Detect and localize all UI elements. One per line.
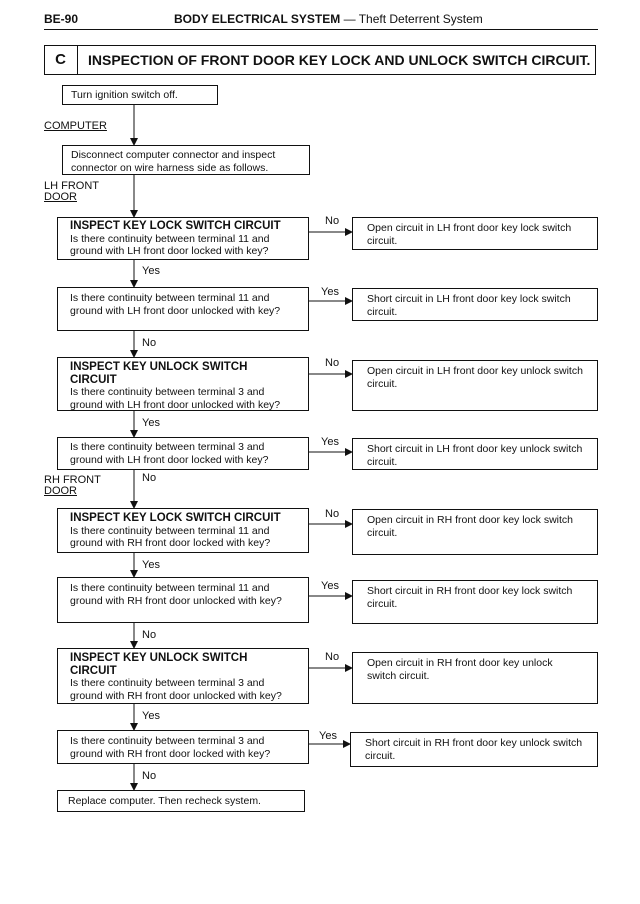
branch-label-no: No (325, 651, 340, 663)
step-text: Replace computer. Then recheck system. (68, 795, 261, 807)
question-rh-key-unlock (57, 648, 309, 704)
question-text: Is there continuity between terminal 11 and ground with LH front door locked with key? (70, 232, 270, 257)
result-text: Short circuit in LH front door key unlock switch circuit. (367, 443, 583, 468)
branch-label-yes: Yes (319, 730, 337, 742)
question-text: Is there continuity between terminal 3 and ground with RH front door locked with key? (70, 735, 271, 760)
result-lh-lock-open (352, 217, 598, 250)
procedure-letter: C (44, 45, 78, 75)
question-text: Is there continuity between terminal 11 and ground with RH front door locked with key? (70, 524, 271, 549)
branch-label-no: No (142, 472, 157, 484)
question-lh-key-lock-unlocked (57, 287, 309, 331)
step-replace-computer (57, 790, 305, 812)
question-heading: INSPECT KEY LOCK SWITCH CIRCUIT (70, 512, 281, 524)
branch-label-yes: Yes (321, 436, 339, 448)
result-lh-unlock-short (352, 438, 598, 470)
result-lh-lock-short (352, 288, 598, 321)
result-rh-lock-short (352, 580, 598, 624)
result-text: Short circuit in RH front door key lock switch circuit. (367, 585, 573, 610)
connector-lh-front-line2: DOOR (44, 191, 77, 203)
question-rh-key-lock-unlocked (57, 577, 309, 623)
branch-label-no: No (325, 508, 340, 520)
subsection-title: Theft Deterrent System (358, 12, 483, 26)
connector-rh-front-line2: DOOR (44, 485, 77, 497)
question-text: Is there continuity between terminal 11 and ground with LH front door unlocked with key? (70, 292, 281, 317)
branch-label-no: No (325, 215, 340, 227)
result-text: Short circuit in LH front door key lock switch circuit. (367, 293, 571, 318)
step-turn-ignition-off (62, 85, 218, 105)
question-lh-key-lock (57, 217, 309, 260)
connector-computer: COMPUTER (44, 120, 107, 132)
branch-label-yes: Yes (142, 710, 160, 722)
result-rh-unlock-open (352, 652, 598, 704)
question-heading: INSPECT KEY LOCK SWITCH CIRCUIT (70, 220, 281, 232)
question-lh-key-unlock (57, 357, 309, 411)
step-text: Disconnect computer connector and inspect connector on wire harness side as follows. (71, 149, 276, 174)
branch-label-yes: Yes (142, 265, 160, 277)
question-heading: INSPECT KEY UNLOCK SWITCH CIRCUIT (70, 361, 248, 386)
result-text: Open circuit in LH front door key unlock switch circuit. (367, 365, 583, 390)
result-text: Short circuit in RH front door key unlock switch circuit. (365, 737, 583, 762)
result-text: Open circuit in LH front door key lock switch circuit. (367, 222, 572, 247)
branch-label-no: No (142, 629, 157, 641)
result-rh-lock-open (352, 509, 598, 555)
header-separator: — (340, 12, 359, 26)
branch-label-no: No (142, 337, 157, 349)
result-lh-unlock-open (352, 360, 598, 411)
branch-label-no: No (325, 357, 340, 369)
result-text: Open circuit in RH front door key unlock switch circuit. (367, 657, 553, 682)
result-rh-unlock-short (350, 732, 598, 767)
step-text: Turn ignition switch off. (71, 89, 178, 101)
question-text: Is there continuity between terminal 3 and ground with LH front door locked with key? (70, 441, 269, 466)
connector-lh-front-door (44, 181, 99, 203)
connector-lh-front-line1: LH FRONT (44, 180, 99, 192)
procedure-title: INSPECTION OF FRONT DOOR KEY LOCK AND UNLOCK SWITCH CIRCUIT. (88, 52, 591, 68)
branch-label-yes: Yes (321, 286, 339, 298)
section-title: BODY ELECTRICAL SYSTEM (174, 12, 341, 26)
branch-label-yes: Yes (142, 559, 160, 571)
branch-label-yes: Yes (321, 580, 339, 592)
branch-label-no: No (142, 770, 157, 782)
question-rh-key-lock (57, 508, 309, 553)
connector-rh-front-door (44, 475, 101, 497)
branch-label-yes: Yes (142, 417, 160, 429)
question-text: Is there continuity between terminal 11 and ground with RH front door unlocked with key? (70, 582, 282, 607)
result-text: Open circuit in RH front door key lock switch circuit. (367, 514, 573, 539)
question-text: Is there continuity between terminal 3 and ground with RH front door unlocked with key? (70, 677, 282, 702)
question-rh-key-unlock-locked (57, 730, 309, 764)
step-disconnect-connector (62, 145, 310, 175)
question-text: Is there continuity between terminal 3 and ground with LH front door unlocked with key? (70, 386, 281, 411)
connector-rh-front-line1: RH FRONT (44, 474, 101, 486)
page-number: BE-90 (44, 12, 79, 26)
question-heading: INSPECT KEY UNLOCK SWITCH CIRCUIT (70, 652, 248, 677)
question-lh-key-unlock-locked (57, 437, 309, 470)
